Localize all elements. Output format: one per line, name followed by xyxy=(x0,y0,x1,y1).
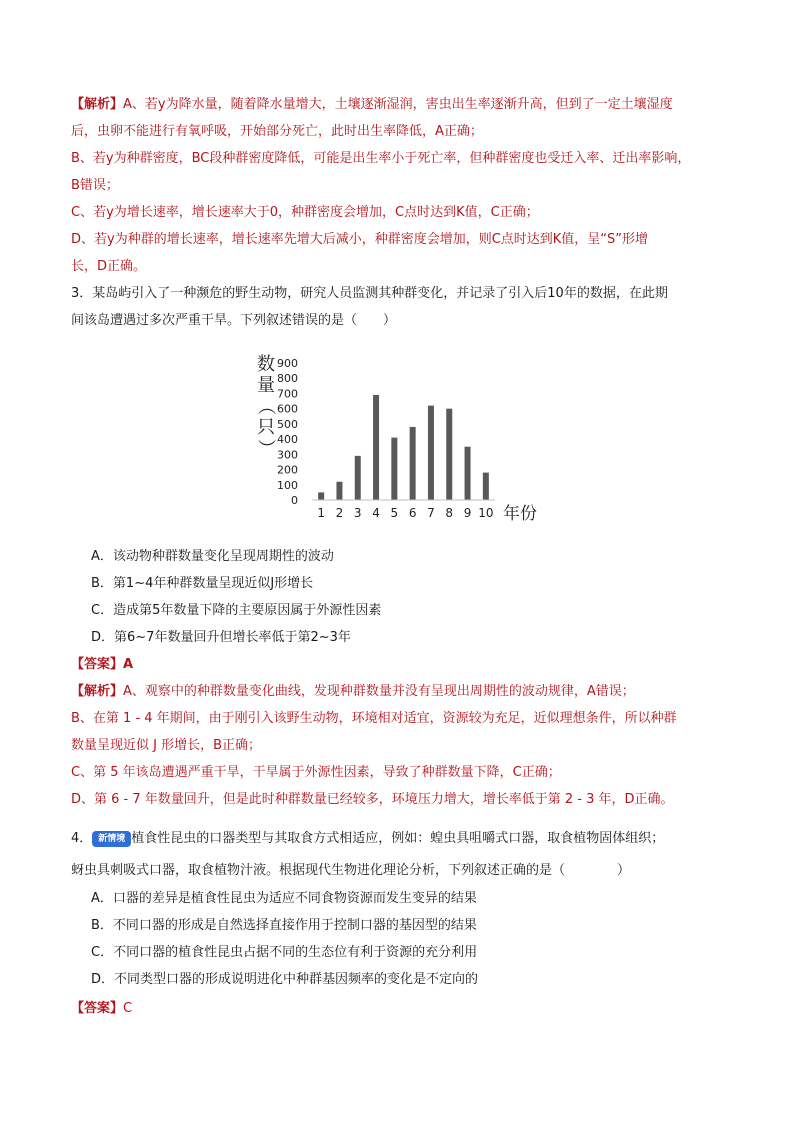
chart-x-tick-label: 7 xyxy=(427,506,435,520)
question-3-analysis-line-4: C、第 5 年该岛遭遇严重干旱，干旱属于外源性因素，导致了种群数量下降，C正确； xyxy=(71,765,561,780)
question-4-option-d: D．不同类型口器的形成说明进化中种群基因频率的变化是不定向的 xyxy=(91,972,479,987)
chart-x-tick-label: 3 xyxy=(353,506,362,520)
new-context-badge: 新情境 xyxy=(92,831,131,847)
question-4-answer: 【答案】C xyxy=(71,1001,133,1016)
question-3-option-d: D．第6~7年数量回升但增长率低于第2~3年 xyxy=(91,630,351,645)
chart-bar xyxy=(410,427,416,500)
analysis-2-line-3: B、若y为种群密度，BC段种群密度降低，可能是出生率小于死亡率，但种群密度也受迁入率、迁出率影响， xyxy=(71,151,691,166)
chart-y-axis-label xyxy=(255,354,276,457)
question-4-stem-text: 植食性昆虫的口器类型与其取食方式相适应，例如：蝗虫具咀嚼式口器，取食植物固体组织； xyxy=(131,831,665,846)
analysis-2-line-2: 后，虫卵不能进行有氧呼吸，开始部分死亡，此时出生率降低，A正确； xyxy=(71,124,483,139)
chart-y-tick-label: 800 xyxy=(277,372,298,386)
chart-y-tick-label: 300 xyxy=(277,448,298,462)
chart-bar xyxy=(355,456,361,500)
chart-bar xyxy=(428,406,434,500)
analysis-2-line-5: C、若y为增长速率，增长速率大于0，种群密度会增加，C点时达到K值，C正确； xyxy=(71,205,539,220)
chart-x-tick-label: 6 xyxy=(408,506,417,520)
chart-y-tick-label: 500 xyxy=(277,417,298,431)
chart-y-axis-label-char: 数 xyxy=(257,354,275,375)
chart-bar xyxy=(373,395,379,500)
chart-bar xyxy=(446,409,452,500)
chart-x-tick-label: 9 xyxy=(463,506,472,520)
chart-x-axis-label: 年份 xyxy=(503,504,537,524)
chart-x-tick-label: 5 xyxy=(390,506,399,520)
question-4-stem-line-2: 蚜虫具刺吸式口器，取食植物汁液。根据现代生物进化理论分析，下列叙述正确的是（ ） xyxy=(71,863,631,878)
question-4-option-a: A．口器的差异是植食性昆虫为适应不同食物资源而发生变异的结果 xyxy=(91,891,477,906)
question-3-analysis-line-3: 数量呈现近似 J 形增长，B正确； xyxy=(71,738,262,753)
chart-x-tick-label: 8 xyxy=(445,506,454,520)
chart-y-axis-label-char: ） xyxy=(255,439,276,457)
question-4-option-b: B．不同口器的形成是自然选择直接作用于控制口器的基因型的结果 xyxy=(91,918,477,933)
question-3-option-a: A．该动物种群数量变化呈现周期性的波动 xyxy=(91,549,334,564)
chart-y-axis-label-char: （ xyxy=(255,397,276,415)
question-3-option-c: C．造成第5年数量下降的主要原因属于外源性因素 xyxy=(91,603,382,618)
chart-y-tick-label: 0 xyxy=(291,494,298,507)
chart-y-tick-label: 600 xyxy=(277,402,298,416)
chart-bar xyxy=(391,438,397,500)
chart-x-tick-label: 1 xyxy=(317,506,325,520)
chart-y-tick-label: 100 xyxy=(277,478,298,492)
chart-y-tick-label: 700 xyxy=(277,387,298,401)
question-3-stem-line-1: 3．某岛屿引入了一种濒危的野生动物，研究人员监测其种群变化，并记录了引入后10年的数据，在此期 xyxy=(71,286,668,301)
question-3-option-b: B．第1~4年种群数量呈现近似J形增长 xyxy=(91,576,314,591)
analysis-2-line-4: B错误； xyxy=(71,178,119,193)
chart-y-tick-label: 900 xyxy=(277,357,298,370)
question-3-stem-line-2: 间该岛遭遇过多次严重干旱。下列叙述错误的是（ ） xyxy=(71,313,397,328)
chart-x-tick-label: 4 xyxy=(372,506,380,520)
analysis-2-line-6: D、若y为种群的增长速率，增长速率先增大后减小，种群密度会增加，则C点时达到K值，呈“S”形增 xyxy=(71,232,649,247)
chart-x-tick-label: 10 xyxy=(478,506,494,520)
chart-bar xyxy=(483,473,489,500)
chart-x-tick-label: 2 xyxy=(335,506,344,520)
chart-bar xyxy=(336,482,342,500)
chart-y-axis-label-char: 只 xyxy=(257,417,275,438)
chart-y-tick-label: 400 xyxy=(277,433,298,447)
question-3-analysis-line-5: D、第 6 - 7 年数量回升，但是此时种群数量已经较多，环境压力增大，增长率低于第 2 - 3 年，D正确。 xyxy=(71,792,674,807)
question-4-number: 4． xyxy=(71,831,93,846)
question-4-stem-line-1 xyxy=(71,830,664,848)
question-3-analysis-line-2: B、在第 1 - 4 年期间，由于刚引入该野生动物，环境相对适宜，资源较为充足，近似理想条件，所以种群 xyxy=(71,711,677,726)
analysis-2-line-7: 长，D正确。 xyxy=(71,259,147,274)
chart-bar xyxy=(465,447,471,500)
question-3-answer: 【答案】A xyxy=(71,657,134,672)
question-3-analysis-line-1: 【解析】A、观察中的种群数量变化曲线，发现种群数量并没有呈现出周期性的波动规律，A错误； xyxy=(71,684,635,699)
analysis-2-line-1: 【解析】A、若y为降水量，随着降水量增大，土壤逐渐湿润，害虫出生率逐渐升高，但到了一定土壤湿度 xyxy=(71,97,673,112)
population-bar-chart xyxy=(250,350,550,530)
question-4-option-c: C．不同口器的植食性昆虫占据不同的生态位有利于资源的充分利用 xyxy=(91,945,478,960)
chart-y-axis-label-char: 量 xyxy=(257,375,275,396)
chart-y-tick-label: 200 xyxy=(277,463,298,477)
chart-bar xyxy=(318,492,324,500)
